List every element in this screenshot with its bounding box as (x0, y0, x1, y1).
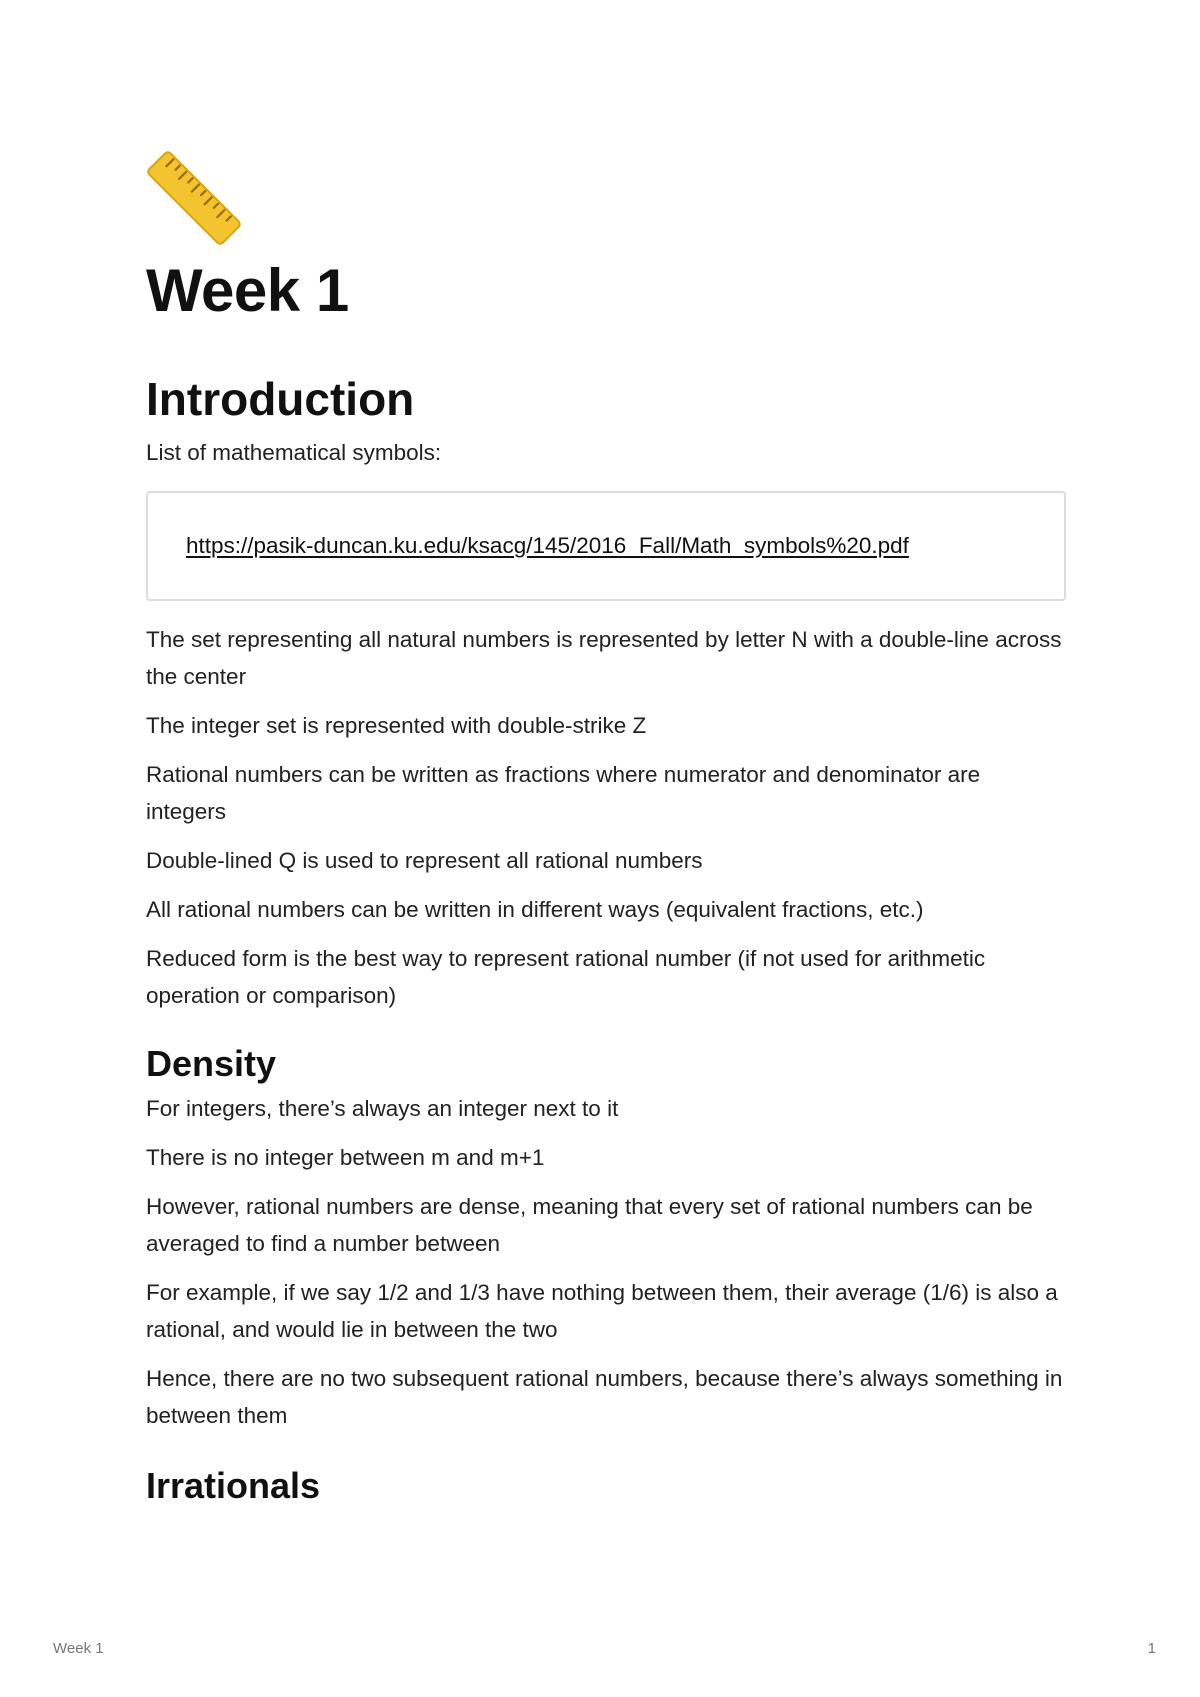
paragraph: The set representing all natural numbers is represented by letter N with a double-line across the center (146, 627, 1062, 689)
page-title: Week 1 (146, 257, 349, 324)
bookmark-card[interactable] (146, 491, 1066, 601)
paragraph: The integer set is represented with double-strike Z (146, 713, 647, 738)
intro-caption: List of mathematical symbols: (146, 440, 442, 465)
ruler-icon (146, 150, 242, 246)
page-content (146, 150, 1066, 1508)
footer-page-number: 1 (1147, 1640, 1156, 1657)
heading-irrationals: Irrationals (146, 1465, 321, 1506)
paragraph: For example, if we say 1/2 and 1/3 have nothing between them, their average (1/6) is also a rational, and would lie in between the two (146, 1280, 1058, 1342)
footer-title: Week 1 (53, 1640, 104, 1657)
paragraph: Hence, there are no two subsequent rational numbers, because there’s always something in between them (146, 1366, 1063, 1428)
paragraph: For integers, there’s always an integer next to it (146, 1096, 619, 1121)
heading-density: Density (146, 1043, 277, 1084)
paragraph: Reduced form is the best way to represent rational number (if not used for arithmetic operation or comparison) (146, 946, 986, 1008)
paragraph: There is no integer between m and m+1 (146, 1145, 545, 1170)
paragraph: Double-lined Q is used to represent all rational numbers (146, 848, 703, 873)
bookmark-link[interactable]: https://pasik-duncan.ku.edu/ksacg/145/2016_Fall/Math_symbols%20.pdf (186, 533, 909, 558)
heading-introduction: Introduction (146, 373, 415, 425)
paragraph: Rational numbers can be written as fractions where numerator and denominator are integers (146, 762, 981, 824)
paragraph: All rational numbers can be written in different ways (equivalent fractions, etc.) (146, 897, 924, 922)
paragraph: However, rational numbers are dense, meaning that every set of rational numbers can be averaged to find a number between (146, 1194, 1033, 1256)
